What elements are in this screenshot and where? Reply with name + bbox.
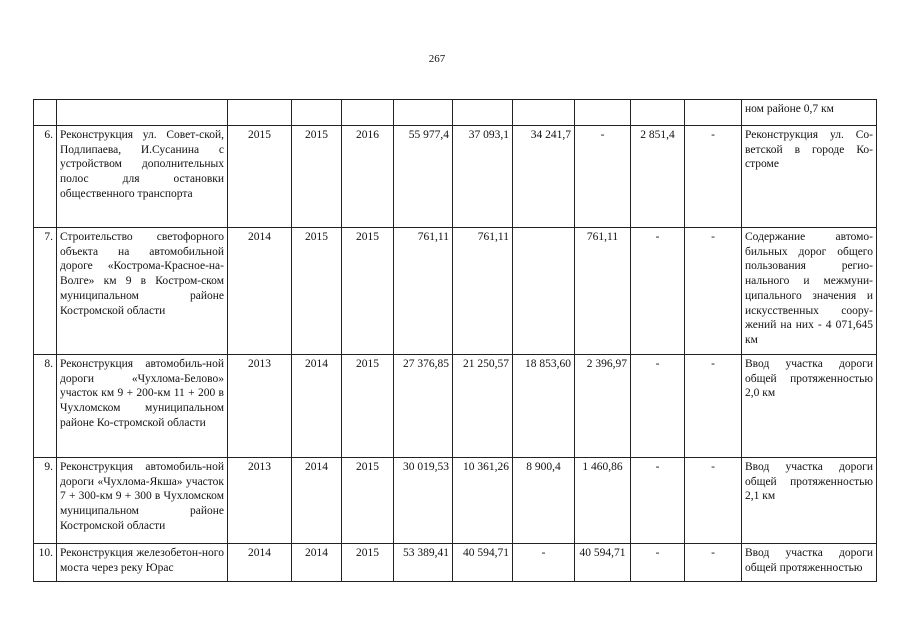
year-start bbox=[228, 100, 292, 126]
cost-3 bbox=[513, 100, 575, 126]
cost-6: - bbox=[685, 458, 742, 544]
cost-total: 27 376,85 bbox=[394, 355, 453, 458]
road-projects-table bbox=[33, 99, 877, 582]
table-row bbox=[34, 228, 877, 355]
year-end bbox=[342, 100, 394, 126]
cost-6: - bbox=[685, 544, 742, 582]
cost-5: - bbox=[631, 458, 685, 544]
cost-5: - bbox=[631, 544, 685, 582]
cost-6 bbox=[685, 100, 742, 126]
cost-total: 53 389,41 bbox=[394, 544, 453, 582]
table-row bbox=[34, 100, 877, 126]
cost-2: 37 093,1 bbox=[453, 126, 513, 228]
year-end: 2015 bbox=[342, 228, 394, 355]
row-number: 9. bbox=[34, 458, 57, 544]
cost-2: 761,11 bbox=[453, 228, 513, 355]
row-number: 8. bbox=[34, 355, 57, 458]
cost-total: 761,11 bbox=[394, 228, 453, 355]
project-name: Реконструкция железобетон-ного моста через реку Юрас bbox=[57, 544, 228, 582]
table-row bbox=[34, 126, 877, 228]
row-number: 7. bbox=[34, 228, 57, 355]
expected-result: Ввод участка дороги общей протяженностью 2,1 км bbox=[742, 458, 877, 544]
cost-4 bbox=[575, 100, 631, 126]
year-start: 2014 bbox=[228, 228, 292, 355]
cost-6: - bbox=[685, 228, 742, 355]
expected-result: Ввод участка дороги общей протяженностью bbox=[742, 544, 877, 582]
year-end: 2016 bbox=[342, 126, 394, 228]
cost-3: - bbox=[513, 544, 575, 582]
cost-6: - bbox=[685, 355, 742, 458]
year-2: 2014 bbox=[292, 458, 342, 544]
cost-2: 21 250,57 bbox=[453, 355, 513, 458]
year-2 bbox=[292, 100, 342, 126]
year-2: 2015 bbox=[292, 126, 342, 228]
cost-total: 30 019,53 bbox=[394, 458, 453, 544]
year-start: 2013 bbox=[228, 458, 292, 544]
year-end: 2015 bbox=[342, 355, 394, 458]
cost-4: 2 396,97 bbox=[575, 355, 631, 458]
row-number: 10. bbox=[34, 544, 57, 582]
cost-3 bbox=[513, 228, 575, 355]
expected-result: ном районе 0,7 км bbox=[742, 100, 877, 126]
project-name: Реконструкция автомобиль-ной дороги «Чухлома-Якша» участок 7 + 300-км 9 + 300 в Чухломском муниципальном районе Костромской области bbox=[57, 458, 228, 544]
table-row bbox=[34, 355, 877, 458]
year-2: 2014 bbox=[292, 544, 342, 582]
cost-4: 761,11 bbox=[575, 228, 631, 355]
cost-6: - bbox=[685, 126, 742, 228]
year-start: 2014 bbox=[228, 544, 292, 582]
year-2: 2015 bbox=[292, 228, 342, 355]
cost-5 bbox=[631, 100, 685, 126]
project-name: Реконструкция ул. Совет-ской, Подлипаева, И.Сусанина с устройством дополнительных полос для остановки общественного транспорта bbox=[57, 126, 228, 228]
year-end: 2015 bbox=[342, 544, 394, 582]
project-name: Строительство светофорного объекта на автомобильной дороге «Кострома-Красное-на-Волге» км 9 в Костром-ском муниципальном районе Костромской области bbox=[57, 228, 228, 355]
cost-4: 1 460,86 bbox=[575, 458, 631, 544]
cost-4: 40 594,71 bbox=[575, 544, 631, 582]
expected-result: Реконструкция ул. Со-ветской в городе Ко-строме bbox=[742, 126, 877, 228]
cost-3: 18 853,60 bbox=[513, 355, 575, 458]
cost-total bbox=[394, 100, 453, 126]
cost-3: 34 241,7 bbox=[513, 126, 575, 228]
project-name: Реконструкция автомобиль-ной дороги «Чухлома-Белово» участок км 9 + 200-км 11 + 200 в Чухломском муниципальном районе Ко-стромской области bbox=[57, 355, 228, 458]
year-start: 2013 bbox=[228, 355, 292, 458]
project-name bbox=[57, 100, 228, 126]
row-number bbox=[34, 100, 57, 126]
cost-2 bbox=[453, 100, 513, 126]
cost-total: 55 977,4 bbox=[394, 126, 453, 228]
expected-result: Ввод участка дороги общей протяженностью 2,0 км bbox=[742, 355, 877, 458]
cost-4: - bbox=[575, 126, 631, 228]
expected-result: Содержание автомо-бильных дорог общего пользования регио-нального и межмуни-ципального значения и искусственных соору-жений на них - 4 071,645 км bbox=[742, 228, 877, 355]
cost-5: - bbox=[631, 355, 685, 458]
table-row bbox=[34, 458, 877, 544]
row-number: 6. bbox=[34, 126, 57, 228]
cost-3: 8 900,4 bbox=[513, 458, 575, 544]
year-start: 2015 bbox=[228, 126, 292, 228]
page-number: 267 bbox=[428, 53, 446, 65]
cost-5: 2 851,4 bbox=[631, 126, 685, 228]
cost-5: - bbox=[631, 228, 685, 355]
cost-2: 10 361,26 bbox=[453, 458, 513, 544]
table-row bbox=[34, 544, 877, 582]
year-end: 2015 bbox=[342, 458, 394, 544]
year-2: 2014 bbox=[292, 355, 342, 458]
cost-2: 40 594,71 bbox=[453, 544, 513, 582]
